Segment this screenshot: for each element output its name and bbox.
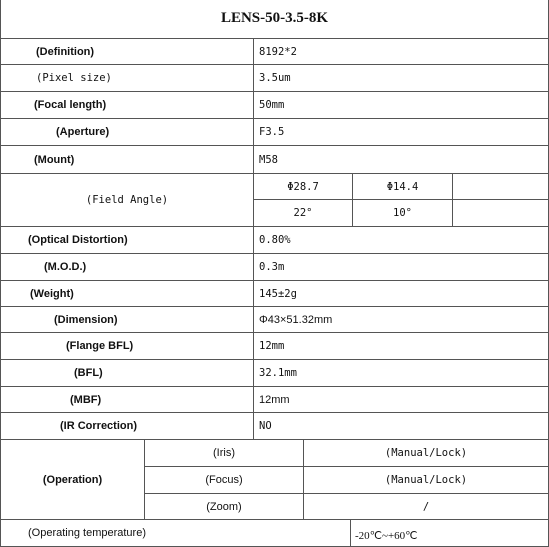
mbf-label: (MBF) (70, 393, 102, 406)
optical-distortion-value: 0.80% (259, 234, 291, 246)
mod-value: 0.3m (259, 261, 285, 273)
field-angle-diagonal-2: Φ14.4 (386, 180, 419, 193)
operating-temperature-label: (Operating temperature) (28, 527, 146, 539)
weight-value: 145±2g (259, 287, 297, 300)
pixel-size-label: (Pixel size) (36, 72, 112, 84)
dimension-value: Φ43×51.32mm (259, 313, 333, 326)
weight-label: (Weight) (30, 287, 74, 300)
bfl-label: (BFL) (74, 367, 103, 379)
flange-bfl-value: 12mm (259, 340, 285, 352)
operation-iris-label: (Iris) (213, 447, 235, 459)
bfl-value: 32.1mm (259, 367, 297, 379)
operation-focus-label: (Focus) (205, 474, 243, 486)
operation-iris-value: (Manual/Lock) (384, 447, 468, 459)
operation-focus-value: (Manual/Lock) (384, 474, 468, 486)
field-angle-degrees-1: 22° (293, 207, 313, 219)
flange-bfl-label: (Flange BFL) (66, 340, 134, 352)
rule (350, 519, 351, 547)
focal-length-value: 50mm (259, 99, 285, 111)
ir-correction-label: (IR Correction) (60, 420, 137, 432)
operation-zoom-value: / (422, 500, 430, 513)
rule (452, 173, 453, 226)
optical-distortion-label: (Optical Distortion) (28, 234, 128, 246)
mod-label: (M.O.D.) (44, 261, 87, 273)
mount-label: (Mount) (34, 153, 75, 166)
focal-length-label: (Focal length) (34, 99, 107, 111)
pixel-size-value: 3.5um (259, 72, 291, 84)
operation-zoom-label: (Zoom) (206, 500, 242, 513)
operating-temperature-value: -20℃~+60℃ (355, 529, 418, 542)
mount-value: M58 (259, 153, 278, 166)
definition-label: (Definition) (36, 45, 95, 58)
spec-title: LENS-50-3.5-8K (220, 10, 329, 26)
dimension-label: (Dimension) (54, 313, 118, 326)
aperture-label: (Aperture) (56, 126, 110, 138)
mbf-value: 12mm (259, 393, 290, 406)
field-angle-label: (Field Angle) (85, 194, 169, 206)
rule (253, 38, 254, 439)
operation-label: (Operation) (42, 473, 103, 486)
aperture-value: F3.5 (259, 126, 285, 138)
field-angle-degrees-2: 10° (393, 207, 412, 219)
ir-correction-value: NO (259, 420, 272, 432)
field-angle-diagonal-1: Φ28.7 (287, 180, 319, 193)
definition-value: 8192*2 (259, 45, 297, 58)
